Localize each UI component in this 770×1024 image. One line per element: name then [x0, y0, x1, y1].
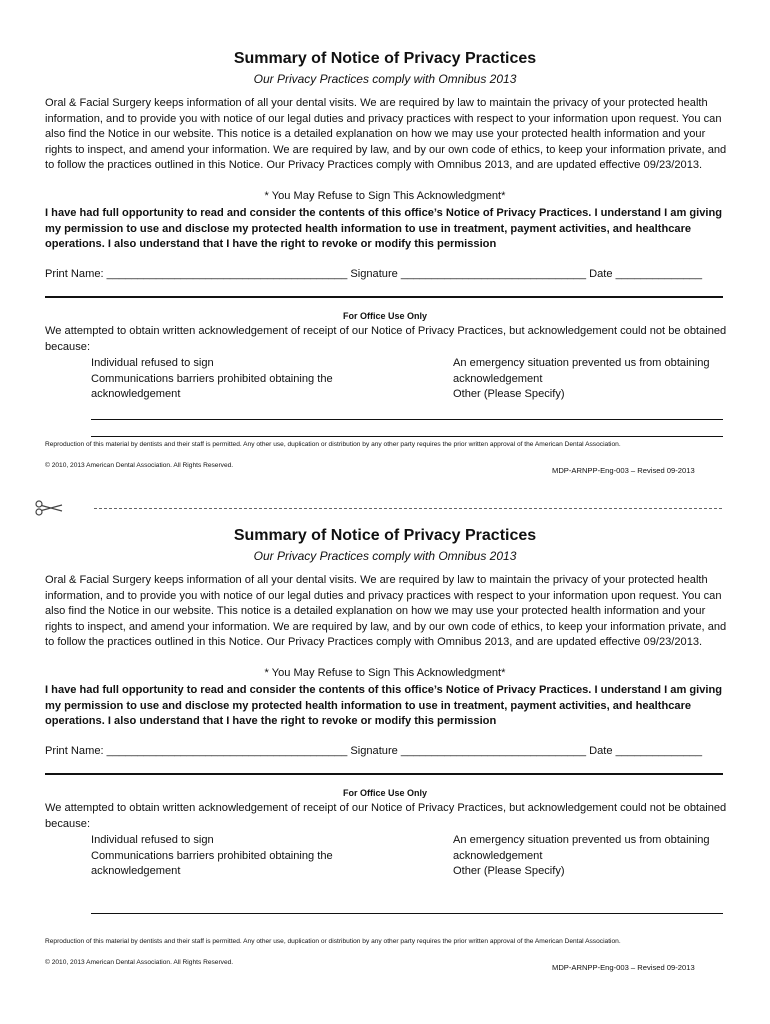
option-other[interactable]: Other (Please Specify): [453, 865, 565, 878]
reason-options-left: [91, 356, 371, 403]
office-use-label: For Office Use Only: [342, 788, 428, 798]
reason-options-left: [91, 833, 371, 880]
option-refused-to-sign[interactable]: Individual refused to sign: [91, 834, 214, 846]
dashed-cut-line: [94, 508, 722, 509]
specify-line[interactable]: [91, 436, 723, 437]
office-use-text: We attempted to obtain written acknowledgement of receipt of our Notice of Privacy Practices, but acknowledgement could not be obtained because:: [45, 325, 727, 353]
copyright-notice: © 2010, 2013 American Dental Association. All Rights Reserved.: [45, 462, 234, 469]
refuse-note: * You May Refuse to Sign This Acknowledgment*: [264, 667, 506, 679]
scissors-icon: [34, 500, 64, 516]
reproduction-notice: Reproduction of this material by dentists and their staff is permitted. Any other use, duplication or distribution by any other party requires the prior written approval of the American Dental Association.: [45, 441, 621, 448]
office-use-label: For Office Use Only: [342, 311, 428, 321]
reason-options-right: [453, 356, 738, 403]
form-subtitle: Our Privacy Practices comply with Omnibus 2013: [253, 72, 517, 86]
section-divider: [45, 296, 723, 298]
office-use-text: We attempted to obtain written acknowledgement of receipt of our Notice of Privacy Practices, but acknowledgement could not be obtained because:: [45, 802, 727, 830]
option-communication-barriers[interactable]: Communications barriers prohibited obtaining the acknowledgement: [91, 849, 333, 878]
copyright-notice: © 2010, 2013 American Dental Association. All Rights Reserved.: [45, 959, 234, 966]
signature-line[interactable]: Print Name: _______________________________________ Signature ______________________________ Date ______________: [45, 745, 702, 757]
notice-paragraph: Oral & Facial Surgery keeps information of all your dental visits. We are required by law to maintain the privacy of your protected health information, and to provide you with notice of our legal duties and privacy practices with respect to your information upon request. You can also find the Notice in our website. This notice is a detailed explanation on how we may use your protected health information and your rights to inspect, and amend your information. We are required by law, and by our own code of ethics, to keep your information private, and to follow the practices outlined in this Notice. Our Privacy Practices comply with Omnibus 2013, and are updated effective 09/23/2013.: [45, 97, 727, 172]
acknowledgement-statement: I have had full opportunity to read and consider the contents of this office’s Notice of Privacy Practices. I understand I am giving my permission to use and disclose my protected health information to use in treatment, payment activities, and healthcare operations. I also understand that I have the right to revoke or modify this permission: [45, 207, 723, 251]
option-refused-to-sign[interactable]: Individual refused to sign: [91, 357, 214, 369]
specify-line[interactable]: [91, 913, 723, 914]
cut-line: [34, 500, 724, 516]
option-communication-barriers[interactable]: Communications barriers prohibited obtaining the acknowledgement: [91, 372, 333, 401]
specify-line[interactable]: [91, 419, 723, 420]
signature-line[interactable]: Print Name: _______________________________________ Signature ______________________________ Date ______________: [45, 268, 702, 280]
option-other[interactable]: Other (Please Specify): [453, 388, 565, 401]
reason-options-right: [453, 833, 738, 880]
form-subtitle: Our Privacy Practices comply with Omnibus 2013: [253, 549, 517, 563]
form-code: MDP-ARNPP-Eng-003 – Revised 09-2013: [552, 963, 695, 972]
form-code: MDP-ARNPP-Eng-003 – Revised 09-2013: [552, 466, 695, 475]
refuse-note: * You May Refuse to Sign This Acknowledgment*: [264, 190, 506, 202]
option-emergency[interactable]: An emergency situation prevented us from obtaining acknowledgement: [453, 834, 710, 862]
option-emergency[interactable]: An emergency situation prevented us from obtaining acknowledgement: [453, 357, 710, 385]
notice-paragraph: Oral & Facial Surgery keeps information of all your dental visits. We are required by law to maintain the privacy of your protected health information, and to provide you with notice of our legal duties and privacy practices with respect to your information upon request. You can also find the Notice in our website. This notice is a detailed explanation on how we may use your protected health information and your rights to inspect, and amend your information. We are required by law, and by our own code of ethics, to keep your information private, and to follow the practices outlined in this Notice. Our Privacy Practices comply with Omnibus 2013, and are updated effective 09/23/2013.: [45, 574, 727, 649]
reproduction-notice: Reproduction of this material by dentists and their staff is permitted. Any other use, duplication or distribution by any other party requires the prior written approval of the American Dental Association.: [45, 938, 621, 945]
form-title: Summary of Notice of Privacy Practices: [233, 50, 537, 67]
acknowledgement-statement: I have had full opportunity to read and consider the contents of this office’s Notice of Privacy Practices. I understand I am giving my permission to use and disclose my protected health information to use in treatment, payment activities, and healthcare operations. I also understand that I have the right to revoke or modify this permission: [45, 684, 723, 728]
form-title: Summary of Notice of Privacy Practices: [233, 527, 537, 544]
section-divider: [45, 773, 723, 775]
